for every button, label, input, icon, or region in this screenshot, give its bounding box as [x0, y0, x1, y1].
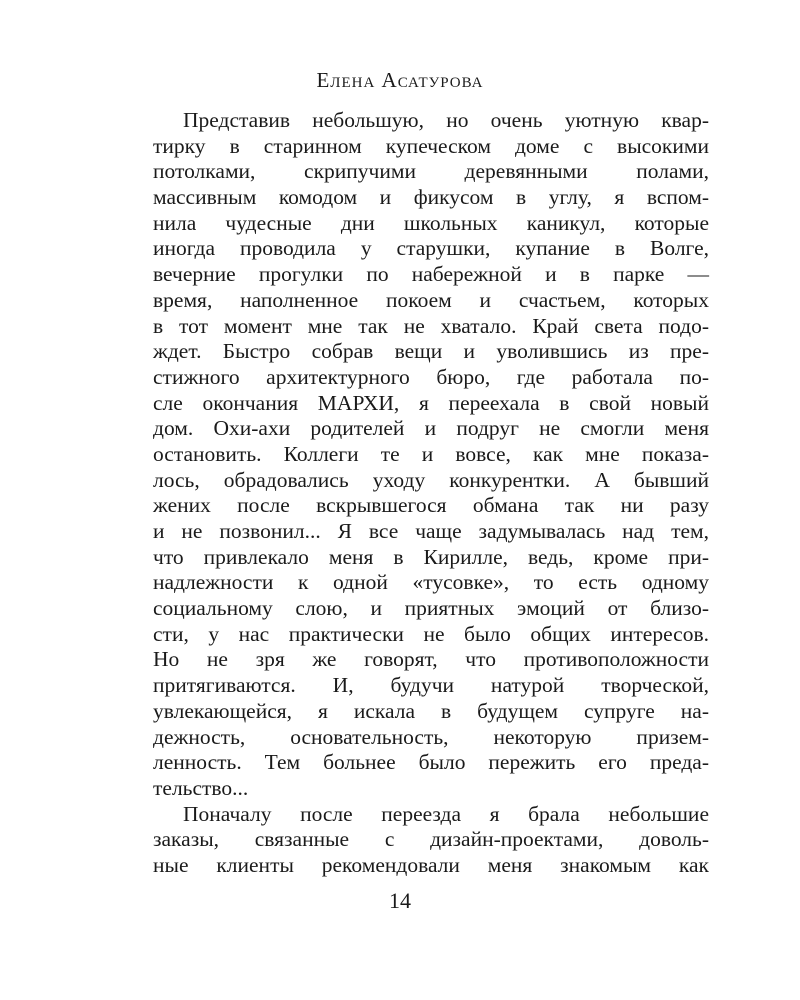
text-line: ленность. Тем больнее было пережить его преда- — [153, 750, 709, 775]
text-line: иногда проводила у старушки, купание в Волге, — [153, 236, 709, 261]
text-line: социальному слою, и приятных эмоций от близо- — [153, 596, 709, 621]
text-line: что привлекало меня в Кирилле, ведь, кроме при- — [153, 544, 709, 569]
running-head: Елена Асатурова — [316, 68, 484, 92]
text-line: остановить. Коллеги те и вовсе, как мне показа- — [153, 441, 709, 466]
page-number: 14 — [389, 888, 411, 913]
text-line: жених после вскрывшегося обмана так ни разу — [153, 493, 709, 518]
text-line: в тот момент мне так не хватало. Край света подо- — [153, 313, 709, 338]
text-line: тельство... — [153, 775, 249, 800]
text-line: время, наполненное покоем и счастьем, которых — [153, 287, 709, 312]
text-line: увлекающейся, я искала в будущем супруге на- — [153, 698, 709, 723]
text-line: притягиваются. И, будучи натурой творческой, — [153, 673, 709, 698]
text-line: потолками, скрипучими деревянными полами, — [153, 159, 709, 184]
text-line: дежность, основательность, некоторую призем- — [153, 724, 709, 749]
text-line: массивным комодом и фикусом в углу, я вспом- — [153, 185, 709, 210]
text-line: ные клиенты рекомендовали меня знакомым как — [153, 852, 709, 877]
text-line: нила чудесные дни школьных каникул, которые — [153, 210, 709, 235]
text-line: вечерние прогулки по набережной и в парке — — [153, 262, 709, 287]
text-line: стижного архитектурного бюро, где работала по- — [153, 364, 709, 389]
text-line: заказы, связанные с дизайн-проектами, доволь- — [153, 827, 709, 852]
text-line: надлежности к одной «тусовке», то есть одному — [153, 570, 709, 595]
text-line: дом. Охи-ахи родителей и подруг не смогли меня — [153, 416, 709, 441]
text-line: и не позвонил... Я все чаще задумывалась над тем, — [153, 519, 709, 543]
text-line: сле окончания МАРХИ, я переехала в свой новый — [153, 390, 709, 415]
text-line: лось, обрадовались уходу конкурентки. А бывший — [153, 467, 709, 492]
text-line: тирку в старинном купеческом доме с высокими — [153, 133, 709, 158]
text-line: Поначалу после переезда я брала небольшие — [183, 801, 709, 826]
text-line: ждет. Быстро собрав вещи и уволившись из пре- — [153, 339, 709, 364]
text-line: сти, у нас практически не было общих интересов. — [153, 621, 709, 646]
body-text — [153, 108, 709, 879]
text-line: Представив небольшую, но очень уютную квар- — [183, 108, 709, 132]
text-line: Но не зря же говорят, что противоположности — [153, 647, 709, 672]
